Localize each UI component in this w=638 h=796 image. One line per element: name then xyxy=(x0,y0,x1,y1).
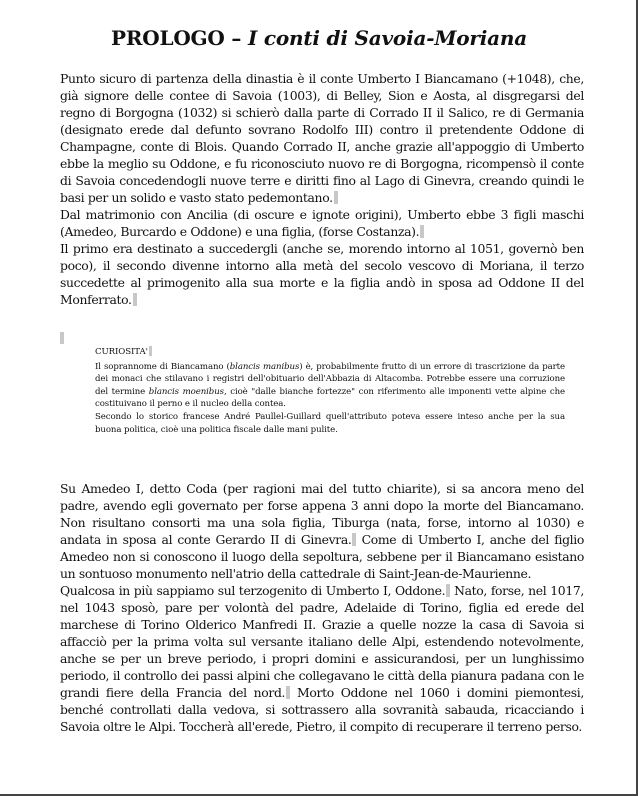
title-main: PROLOGO – xyxy=(110,26,248,50)
paragraph-text: Il primo era destinato a succedergli (anche se, morendo intorno al 1051, governò ben poco), il secondo divenne intorno alla metà del secolo vescovo di Moriana, il terzo succedette al primogenito alla sua morte e la figlia andò in sposa ad Oddone II del Monferrato. xyxy=(60,241,584,307)
note-italic: blancis manibus xyxy=(229,361,300,372)
format-mark xyxy=(133,293,137,306)
note-paragraph xyxy=(95,411,565,436)
paragraph-text: Su Amedeo I, detto Coda (per ragioni mai del tutto chiarite), si sa ancora meno del padre, avendo egli governato per forse appena 3 anni dopo la morte del Biancamano. Non risultano consorti ma una sola figlia, Tiburga (nata, forse, intorno al 1030) e andata in sposa al conte Gerardo II di Ginevra. xyxy=(60,481,584,547)
paragraph-text: Come di Umberto I, anche del figlio Amedeo non si conoscono il luogo della sepoltura, sebbene per il Biancamano esistano un sontuoso monumento nell'atrio della cattedrale di Saint-Jean-de-Maurienne. xyxy=(60,532,584,581)
paragraph xyxy=(60,480,584,582)
paragraph xyxy=(60,240,584,308)
paragraph-text: Qualcosa in più sappiamo sul terzogenito di Umberto I, Oddone. xyxy=(60,583,446,598)
note-paragraph xyxy=(95,361,565,411)
note-heading-text: CURIOSITA' xyxy=(95,347,148,357)
curiosity-note xyxy=(95,346,565,436)
page-title xyxy=(0,26,638,50)
format-mark xyxy=(149,346,152,356)
note-text: , cioè "dalle bianche fortezze" con riferimento alle imponenti vette alpine che costituivano il perno e il nucleo della contea. xyxy=(95,386,566,410)
paragraph xyxy=(60,206,584,240)
title-italic: I conti di Savoia-Moriana xyxy=(247,26,527,50)
note-text: Il soprannome di Biancamano ( xyxy=(95,361,230,372)
note-text: Secondo lo storico francese André Paullel-Guillard quell'attributo poteva essere inteso anche per la sua buona politica, cioè una politica fiscale dalle mani pulite. xyxy=(95,411,565,435)
paragraph-text: Morto Oddone nel 1060 i domini piemontesi, benché controllati dalla vedova, si sottrassero alla sovranità sabauda, ricacciando i Savoia oltre le Alpi. Toccherà all'erede, Pietro, il compito di recuperare il terreno perso. xyxy=(60,685,585,734)
note-text: ) è, probabilmente frutto di un errore di trascrizione da parte dei monaci che stilavano i registri dell'obituario dell'Abbazia di Altacomba. Potrebbe essere una corruzione del termine xyxy=(95,361,565,397)
format-mark xyxy=(60,332,64,344)
section-one xyxy=(60,70,584,308)
paragraph-text: Punto sicuro di partenza della dinastia è il conte Umberto I Biancamano (+1048), che, già signore delle contee di Savoia (1003), di Belley, Sion e Aosta, al disgregarsi del regno di Borgogna (1032) si schierò dalla parte di Corrado II il Salico, re di Germania (designato erede dal defunto sovrano Rodolfo III) contro il pretendente Oddone di Champagne, conte di Blois. Quando Corrado II, anche grazie all'appoggio di Umberto ebbe la meglio su Oddone, e fu riconosciuto nuovo re di Borgogna, ricompensò il conte di Savoia concedendogli nuove terre e diritti fino al Lago di Ginevra, creando quindi le basi per un solido e vasto stato pedemontano. xyxy=(60,71,584,205)
note-heading xyxy=(95,346,565,359)
format-mark xyxy=(420,225,424,238)
format-mark xyxy=(334,191,338,204)
paragraph-text: Dal matrimonio con Ancilia (di oscure e ignote origini), Umberto ebbe 3 figli maschi (Amedeo, Burcardo e Oddone) e una figlia, (forse Costanza). xyxy=(60,207,584,239)
section-two xyxy=(60,480,584,735)
note-italic: blancis moenibus xyxy=(148,386,224,397)
paragraph xyxy=(60,70,584,206)
paragraph xyxy=(60,582,584,735)
paragraph-text: Nato, forse, nel 1017, nel 1043 sposò, pare per volontà del padre, Adelaide di Torino, figlia ed erede del marchese di Torino Olderico Manfredi II. Grazie a quelle nozze la casa di Savoia si affacciò per la prima volta sul versante italiano delle Alpi, estendendo notevolmente, anche se per un breve periodo, i propri domini e assicurandosi, per un lunghissimo periodo, il controllo dei passi alpini che collegavano le città della pianura padana con le grandi fiere della Francia del nord. xyxy=(60,583,584,700)
